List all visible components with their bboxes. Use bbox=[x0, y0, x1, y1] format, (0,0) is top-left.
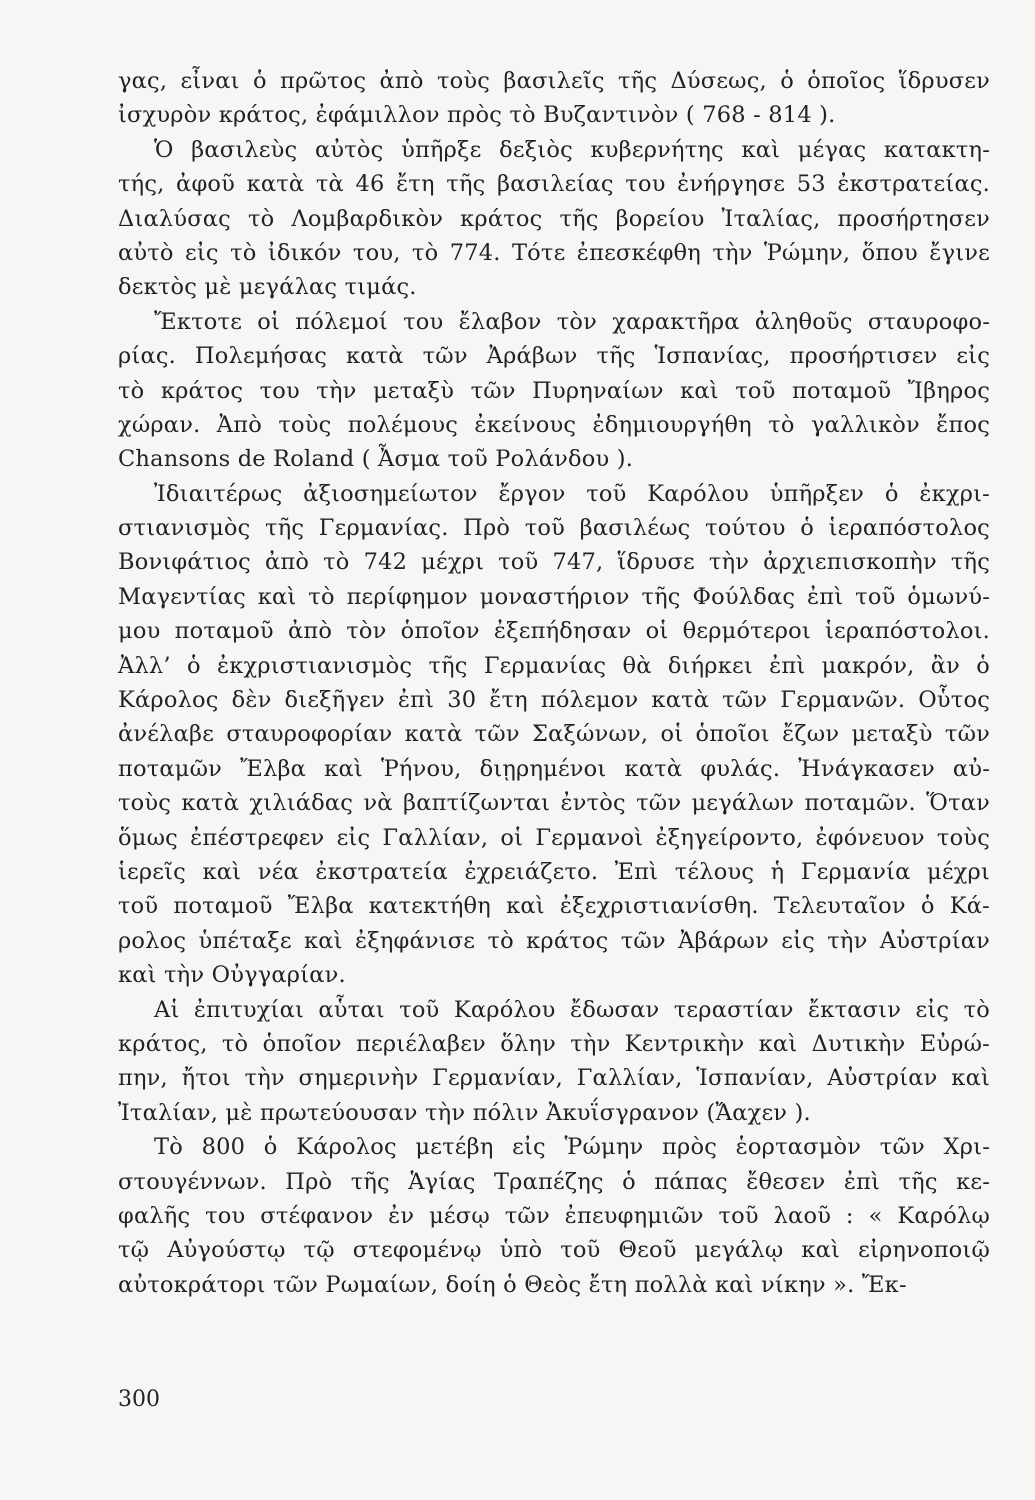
paragraph bbox=[118, 133, 990, 305]
text-line: τὸ κράτος του τὴν μεταξὺ τῶν Πυρηναίων καὶ τοῦ ποταμοῦ Ἴβηρος bbox=[118, 377, 990, 404]
text-line: πην, ἤτοι τὴν σημερινὴν Γερμανίαν, Γαλλίαν, Ἱσπανίαν, Αὐστρίαν καὶ bbox=[118, 1065, 990, 1092]
text-line: φαλῆς του στέφανον ἐν μέσῳ τῶν ἐπευφημιῶν τοῦ λαοῦ : « Καρόλῳ bbox=[118, 1202, 990, 1229]
text-line: αὐτὸ εἰς τὸ ἰδικόν του, τὸ 774. Τότε ἐπεσκέφθη τὴν Ῥώμην, ὅπου ἔγινε bbox=[118, 239, 990, 266]
body-text bbox=[118, 64, 990, 1302]
text-line: ἀνέλαβε σταυροφορίαν κατὰ τῶν Σαξώνων, οἱ ὁποῖοι ἔζων μεταξὺ τῶν bbox=[118, 721, 990, 748]
text-line: ἱερεῖς καὶ νέα ἐκστρατεία ἐχρειάζετο. Ἐπὶ τέλους ἡ Γερμανία μέχρι bbox=[118, 858, 990, 885]
text-line: τῷ Αὐγούστῳ τῷ στεφομένῳ ὑπὸ τοῦ Θεοῦ μεγάλῳ καὶ εἰρηνοποιῷ bbox=[118, 1237, 990, 1264]
text-line: αὐτοκράτορι τῶν Ρωμαίων, δοίη ὁ Θεὸς ἔτη πολλὰ καὶ νίκην ». Ἔκ- bbox=[118, 1271, 907, 1298]
text-line: δεκτὸς μὲ μεγάλας τιμάς. bbox=[118, 274, 417, 301]
text-line: τοῦ ποταμοῦ Ἔλβα κατεκτήθη καὶ ἐξεχριστιανίσθη. Τελευταῖον ὁ Κά- bbox=[118, 893, 990, 920]
text-line: ὅμως ἐπέστρεφεν εἰς Γαλλίαν, οἱ Γερμανοὶ ἐξηγείροντο, ἐφόνευον τοὺς bbox=[118, 824, 990, 851]
text-line: τής, ἀφοῦ κατὰ τὰ 46 ἔτη τῆς βασιλείας του ἐνήργησε 53 ἐκστρατείας. bbox=[118, 171, 990, 198]
text-line: Μαγεντίας καὶ τὸ περίφημον μοναστήριον τῆς Φούλδας ἐπὶ τοῦ ὁμωνύ- bbox=[118, 583, 990, 610]
text-line: στιανισμὸς τῆς Γερμανίας. Πρὸ τοῦ βασιλέως τούτου ὁ ἱεραπόστολος bbox=[118, 515, 990, 542]
paragraph bbox=[118, 993, 990, 1131]
text-line: ἰσχυρὸν κράτος, ἐφάμιλλον πρὸς τὸ Βυζαντινὸν ( 768 - 814 ). bbox=[118, 102, 836, 129]
text-line: Διαλύσας τὸ Λομβαρδικὸν κράτος τῆς βορείου Ἰταλίας, προσήρτησεν bbox=[118, 205, 990, 232]
paragraph bbox=[118, 1130, 990, 1302]
text-line: καὶ τὴν Οὐγγαρίαν. bbox=[118, 962, 346, 989]
paragraph bbox=[118, 305, 990, 477]
paragraph bbox=[118, 477, 990, 993]
paragraph bbox=[118, 64, 990, 133]
text-line: τοὺς κατὰ χιλιάδας νὰ βαπτίζωνται ἐντὸς τῶν μεγάλων ποταμῶν. Ὅταν bbox=[118, 790, 990, 817]
text-line: ρίας. Πολεμήσας κατὰ τῶν Ἀράβων τῆς Ἱσπανίας, προσήρτισεν εἰς bbox=[118, 343, 990, 370]
text-line: Αἱ ἐπιτυχίαι αὗται τοῦ Καρόλου ἔδωσαν τεραστίαν ἔκτασιν εἰς τὸ bbox=[154, 996, 990, 1023]
text-line: Chansons de Roland ( Ἆσμα τοῦ Ρολάνδου ). bbox=[118, 446, 634, 473]
text-line: χώραν. Ἀπὸ τοὺς πολέμους ἐκείνους ἐδημιουργήθη τὸ γαλλικὸν ἔπος bbox=[118, 411, 990, 438]
text-line: Ἰταλίαν, μὲ πρωτεύουσαν τὴν πόλιν Ἀκυΐσγρανον (Ἄαχεν ). bbox=[118, 1099, 811, 1126]
text-line: μου ποταμοῦ ἀπὸ τὸν ὁποῖον ἐξεπήδησαν οἱ θερμότεροι ἱεραπόστολοι. bbox=[118, 618, 990, 645]
text-line: Ὁ βασιλεὺς αὐτὸς ὑπῆρξε δεξιὸς κυβερνήτης καὶ μέγας κατακτη- bbox=[154, 136, 990, 163]
text-line: κράτος, τὸ ὁποῖον περιέλαβεν ὅλην τὴν Κεντρικὴν καὶ Δυτικὴν Εὐρώ- bbox=[118, 1030, 990, 1057]
text-line: στουγέννων. Πρὸ τῆς Ἁγίας Τραπέζης ὁ πάπας ἔθεσεν ἐπὶ τῆς κε- bbox=[118, 1168, 990, 1195]
text-line: Ἰδιαιτέρως ἀξιοσημείωτον ἔργον τοῦ Καρόλου ὑπῆρξεν ὁ ἐκχρι- bbox=[154, 480, 990, 507]
text-line: ρολος ὑπέταξε καὶ ἐξηφάνισε τὸ κράτος τῶν Ἀβάρων εἰς τὴν Αὐστρίαν bbox=[118, 927, 990, 954]
text-line: γας, εἶναι ὁ πρῶτος ἀπὸ τοὺς βασιλεῖς τῆς Δύσεως, ὁ ὁποῖος ἵδρυσεν bbox=[118, 68, 990, 94]
text-line: Κάρολος δὲν διεξῆγεν ἐπὶ 30 ἔτη πόλεμον κατὰ τῶν Γερμανῶν. Οὗτος bbox=[118, 687, 990, 714]
text-line: Τὸ 800 ὁ Κάρολος μετέβη εἰς Ῥώμην πρὸς ἑορτασμὸν τῶν Χρι- bbox=[154, 1134, 990, 1161]
text-line: Ἀλλ’ ὁ ἐκχριστιανισμὸς τῆς Γερμανίας θὰ διήρκει ἐπὶ μακρόν, ἂν ὁ bbox=[118, 652, 990, 679]
text-line: Βονιφάτιος ἀπὸ τὸ 742 μέχρι τοῦ 747, ἵδρυσε τὴν ἀρχιεπισκοπὴν τῆς bbox=[118, 549, 990, 576]
text-line: ποταμῶν Ἔλβα καὶ Ῥήνου, διῃρημένοι κατὰ φυλάς. Ἠνάγκασεν αὐ- bbox=[118, 755, 990, 782]
text-line: Ἔκτοτε οἱ πόλεμοί του ἔλαβον τὸν χαρακτῆρα ἀληθοῦς σταυροφο- bbox=[154, 308, 990, 335]
page-number: 300 bbox=[118, 1387, 160, 1412]
